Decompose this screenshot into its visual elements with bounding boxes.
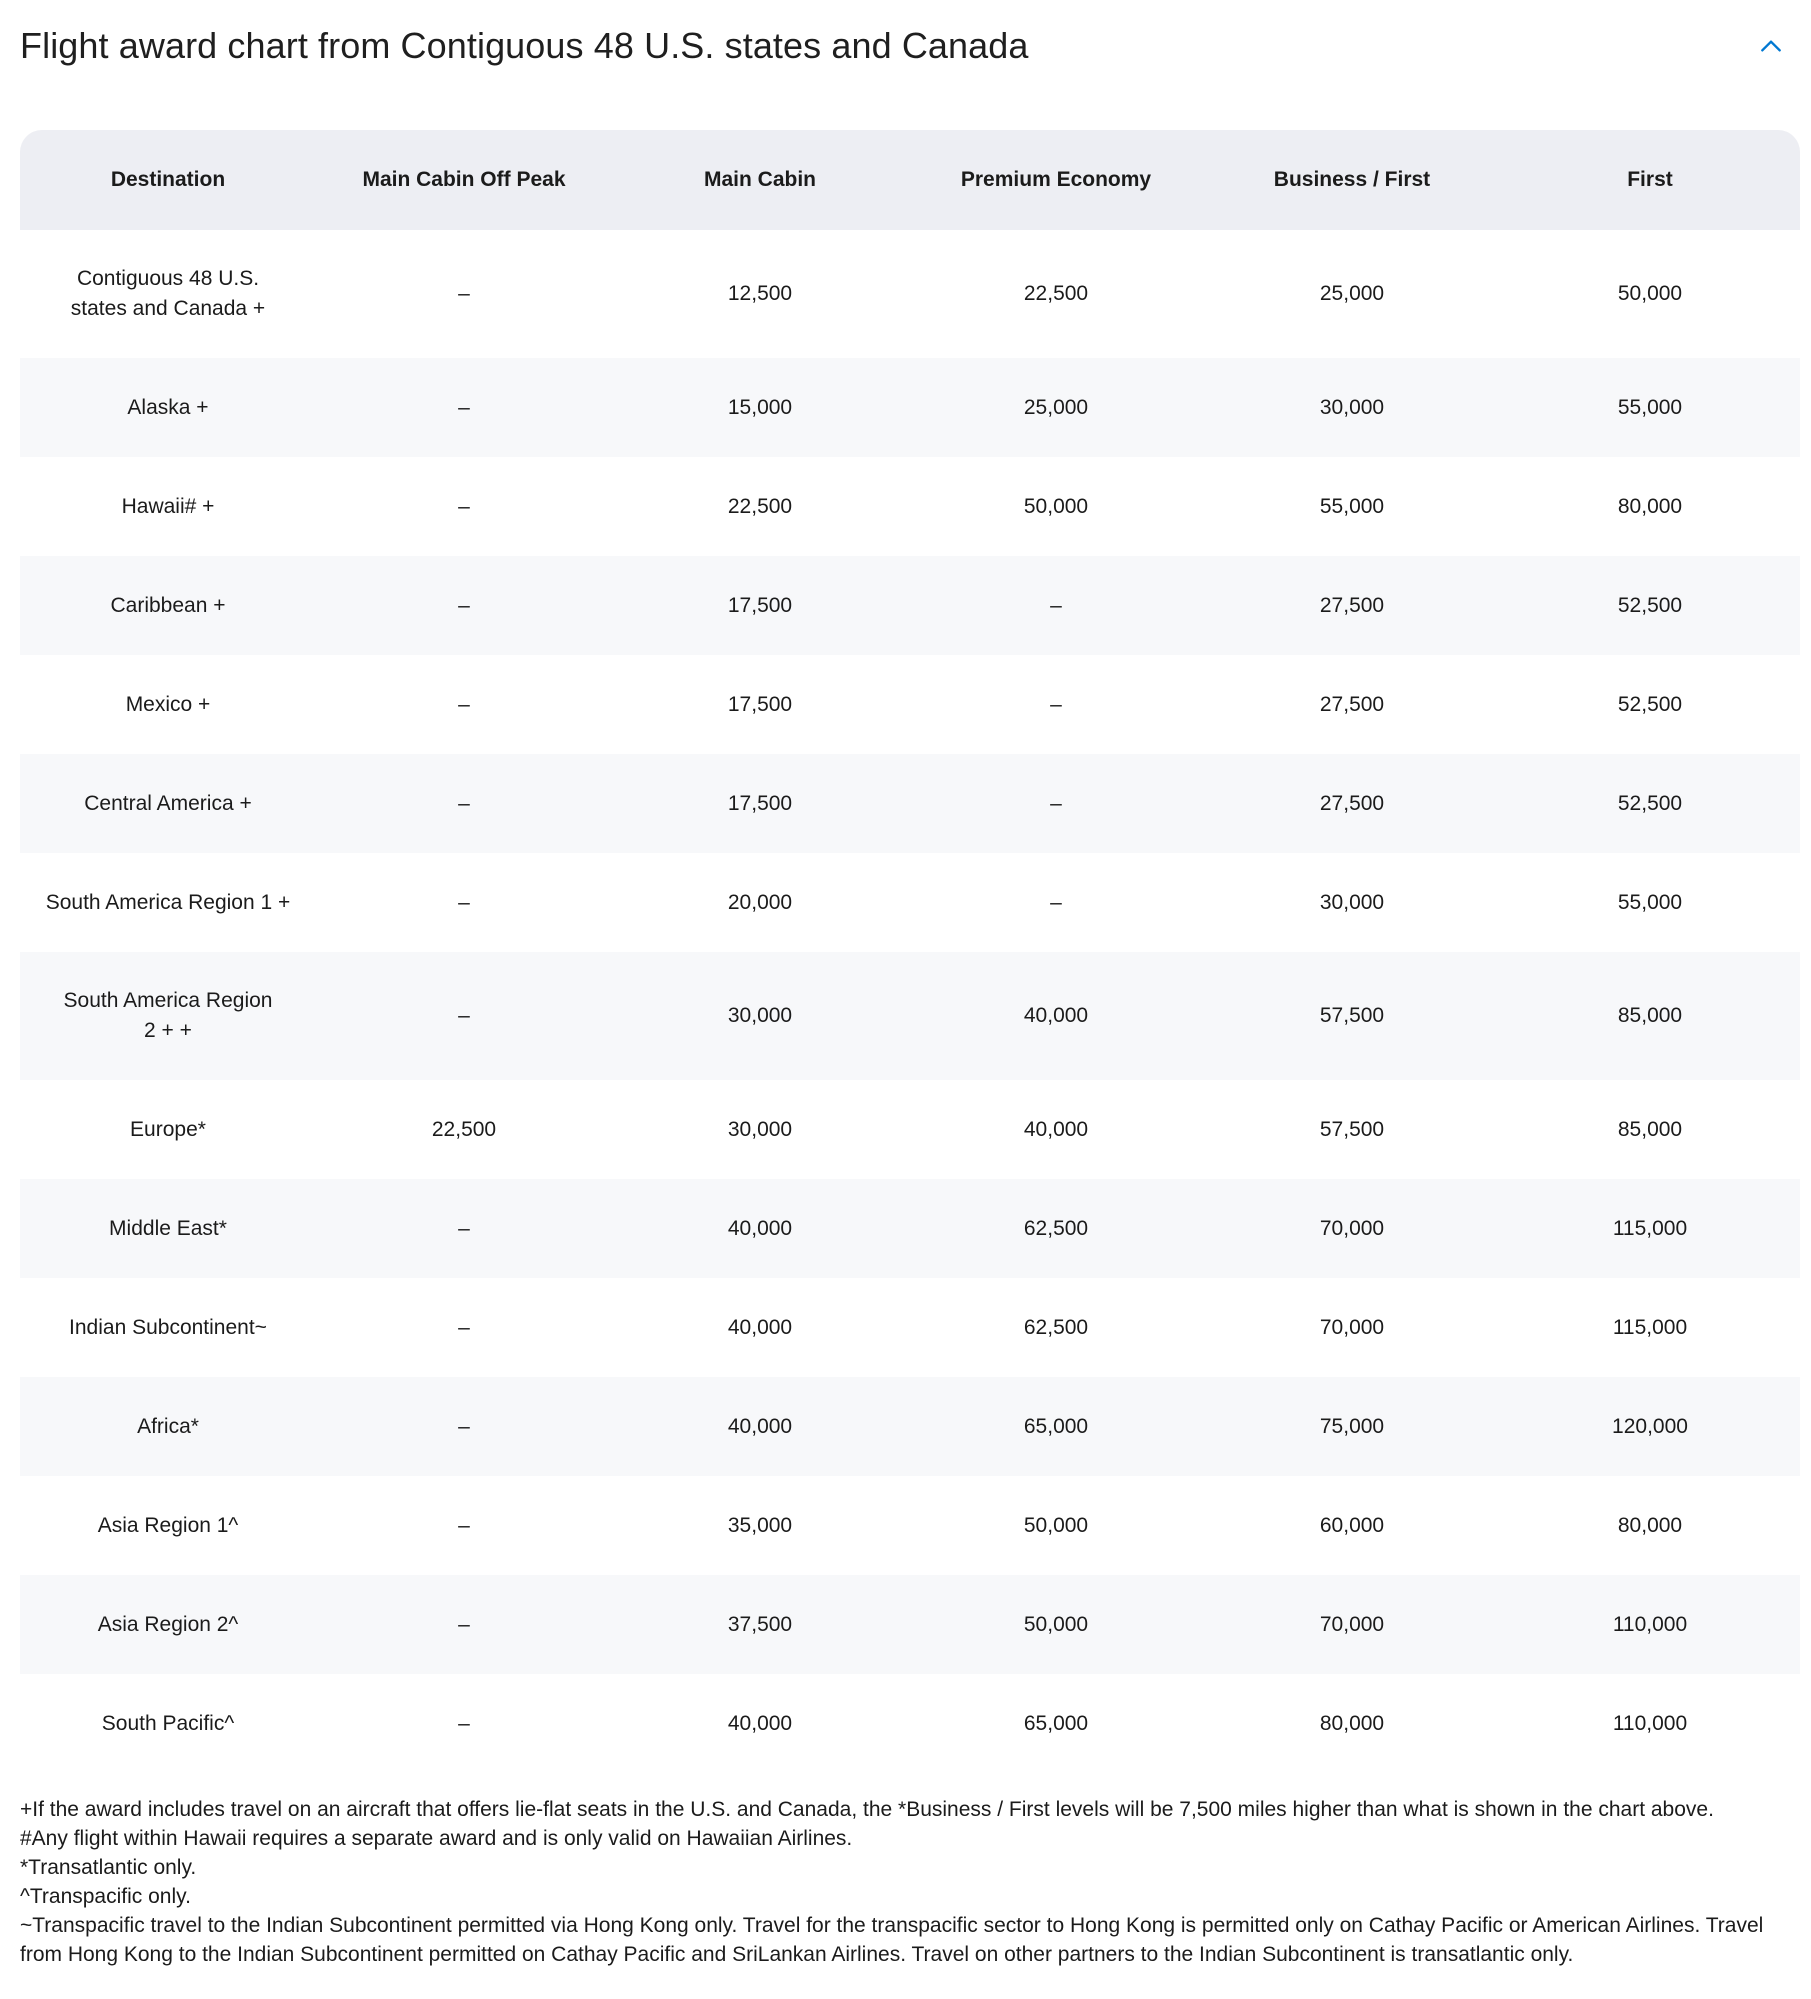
cell-main-cabin: 15,000 [612,358,908,457]
cell-main-cabin-off-peak: – [316,952,612,1080]
table-row [20,556,1800,655]
cell-premium-economy: 62,500 [908,1179,1204,1278]
award-table-container [20,130,1800,1773]
cell-main-cabin: 40,000 [612,1674,908,1773]
cell-main-cabin-off-peak: – [316,1674,612,1773]
cell-premium-economy: 40,000 [908,952,1204,1080]
cell-main-cabin: 35,000 [612,1476,908,1575]
table-row [20,358,1800,457]
section-title: Flight award chart from Contiguous 48 U.S. states and Canada [20,25,1029,66]
cell-premium-economy: – [908,754,1204,853]
cell-first: 115,000 [1500,1179,1800,1278]
table-row [20,655,1800,754]
cell-main-cabin: 22,500 [612,457,908,556]
cell-premium-economy: 40,000 [908,1080,1204,1179]
cell-main-cabin-off-peak: – [316,853,612,952]
cell-destination: Hawaii# + [20,457,316,556]
cell-premium-economy: – [908,556,1204,655]
table-header-row [20,130,1800,230]
cell-main-cabin-off-peak: – [316,230,612,358]
cell-destination: Indian Subcontinent~ [20,1278,316,1377]
cell-premium-economy: 65,000 [908,1377,1204,1476]
cell-main-cabin-off-peak: – [316,556,612,655]
cell-premium-economy: – [908,853,1204,952]
cell-premium-economy: 50,000 [908,457,1204,556]
cell-first: 52,500 [1500,655,1800,754]
cell-destination: South America Region 2 + + [20,952,316,1080]
cell-destination: South Pacific^ [20,1674,316,1773]
cell-destination: Africa* [20,1377,316,1476]
footnote: #Any flight within Hawaii requires a separate award and is only valid on Hawaiian Airlines. [20,1827,853,1850]
cell-business-first: 70,000 [1204,1575,1500,1674]
table-row [20,1278,1800,1377]
table-row [20,457,1800,556]
collapse-button[interactable] [1751,26,1791,66]
cell-destination: Mexico + [20,655,316,754]
cell-business-first: 70,000 [1204,1179,1500,1278]
cell-first: 115,000 [1500,1278,1800,1377]
cell-main-cabin: 17,500 [612,556,908,655]
cell-main-cabin-off-peak: – [316,1476,612,1575]
table-row [20,1575,1800,1674]
table-row [20,1377,1800,1476]
cell-main-cabin-off-peak: – [316,1278,612,1377]
cell-main-cabin-off-peak: – [316,1377,612,1476]
column-header-main-cabin: Main Cabin [612,130,908,230]
cell-main-cabin: 40,000 [612,1179,908,1278]
footnote: +If the award includes travel on an aircraft that offers lie-flat seats in the U.S. and Canada, the *Business / First levels will be 7,500 miles higher than what is shown in the chart above. [20,1798,1714,1821]
cell-business-first: 70,000 [1204,1278,1500,1377]
cell-first: 52,500 [1500,754,1800,853]
table-row [20,1674,1800,1773]
cell-first: 80,000 [1500,457,1800,556]
column-header-main-cabin-off-peak: Main Cabin Off Peak [316,130,612,230]
cell-main-cabin: 40,000 [612,1278,908,1377]
cell-main-cabin-off-peak: – [316,655,612,754]
column-header-first: First [1500,130,1800,230]
cell-main-cabin-off-peak: – [316,754,612,853]
table-row [20,1179,1800,1278]
table-row [20,853,1800,952]
cell-main-cabin: 17,500 [612,754,908,853]
cell-main-cabin: 17,500 [612,655,908,754]
cell-destination: Alaska + [20,358,316,457]
cell-premium-economy: 65,000 [908,1674,1204,1773]
cell-destination: Middle East* [20,1179,316,1278]
cell-main-cabin: 30,000 [612,952,908,1080]
cell-main-cabin: 20,000 [612,853,908,952]
cell-destination: South America Region 1 + [20,853,316,952]
cell-destination: Central America + [20,754,316,853]
cell-business-first: 27,500 [1204,556,1500,655]
cell-first: 120,000 [1500,1377,1800,1476]
cell-main-cabin-off-peak: – [316,1575,612,1674]
cell-premium-economy: 62,500 [908,1278,1204,1377]
cell-destination: Caribbean + [20,556,316,655]
award-table [20,130,1800,1773]
cell-main-cabin-off-peak: – [316,1179,612,1278]
table-row [20,230,1800,358]
cell-business-first: 57,500 [1204,1080,1500,1179]
cell-business-first: 57,500 [1204,952,1500,1080]
cell-business-first: 60,000 [1204,1476,1500,1575]
cell-business-first: 25,000 [1204,230,1500,358]
cell-premium-economy: – [908,655,1204,754]
cell-business-first: 30,000 [1204,358,1500,457]
cell-first: 110,000 [1500,1674,1800,1773]
cell-destination: Europe* [20,1080,316,1179]
cell-main-cabin: 12,500 [612,230,908,358]
cell-first: 52,500 [1500,556,1800,655]
cell-business-first: 27,500 [1204,655,1500,754]
cell-business-first: 75,000 [1204,1377,1500,1476]
footnote: *Transatlantic only. [20,1856,197,1879]
cell-main-cabin: 40,000 [612,1377,908,1476]
cell-first: 85,000 [1500,1080,1800,1179]
cell-business-first: 30,000 [1204,853,1500,952]
cell-first: 80,000 [1500,1476,1800,1575]
table-row [20,1476,1800,1575]
table-row [20,1080,1800,1179]
cell-destination: Asia Region 1^ [20,1476,316,1575]
cell-premium-economy: 22,500 [908,230,1204,358]
footnotes [20,1795,1800,1969]
cell-premium-economy: 25,000 [908,358,1204,457]
column-header-destination: Destination [20,130,316,230]
cell-premium-economy: 50,000 [908,1575,1204,1674]
cell-destination: Contiguous 48 U.S. states and Canada + [20,230,316,358]
cell-first: 55,000 [1500,358,1800,457]
cell-main-cabin-off-peak: – [316,358,612,457]
section-header[interactable] [20,0,1791,92]
cell-premium-economy: 50,000 [908,1476,1204,1575]
column-header-premium-economy: Premium Economy [908,130,1204,230]
footnote: ~Transpacific travel to the Indian Subcontinent permitted via Hong Kong only. Travel for the transpacific sector to Hong Kong is permitted only on Cathay Pacific or American Airlines. Travel from Hong Kong to the Indian Subcontinent permitted on Cathay Pacific and SriLankan Airlines. Travel on other partners to the Indian Subcontinent is transatlantic only. [20,1914,1764,1966]
cell-business-first: 80,000 [1204,1674,1500,1773]
table-row [20,952,1800,1080]
cell-destination: Asia Region 2^ [20,1575,316,1674]
cell-main-cabin: 30,000 [612,1080,908,1179]
cell-business-first: 27,500 [1204,754,1500,853]
cell-first: 55,000 [1500,853,1800,952]
footnote: ^Transpacific only. [20,1885,191,1908]
chevron-up-icon [1758,33,1784,59]
cell-business-first: 55,000 [1204,457,1500,556]
cell-first: 85,000 [1500,952,1800,1080]
cell-main-cabin-off-peak: 22,500 [316,1080,612,1179]
table-row [20,754,1800,853]
cell-main-cabin-off-peak: – [316,457,612,556]
cell-first: 110,000 [1500,1575,1800,1674]
cell-main-cabin: 37,500 [612,1575,908,1674]
column-header-business-first: Business / First [1204,130,1500,230]
cell-first: 50,000 [1500,230,1800,358]
table-body [20,230,1800,1773]
